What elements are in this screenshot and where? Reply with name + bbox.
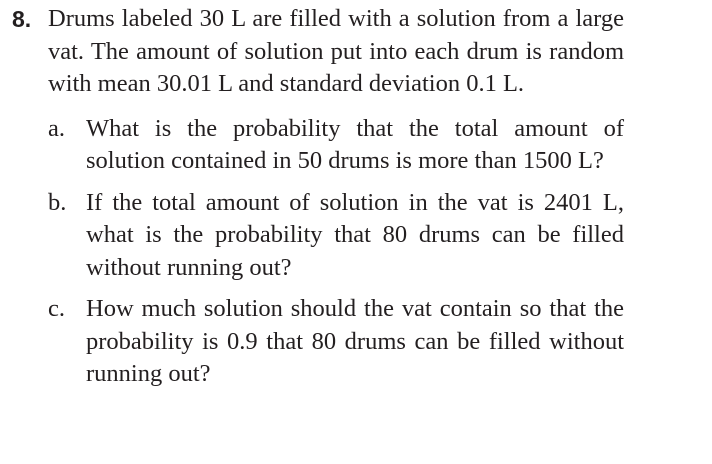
problem-stem [12, 3, 624, 101]
part-a-text: What is the probability that the total amount of solution contained in 50 drums is more than 1500 L? [86, 114, 624, 174]
part-c [12, 293, 624, 391]
part-b [12, 187, 624, 285]
part-c-text: How much solution should the vat contain so that the probability is 0.9 that 80 drums can be filled without running out? [86, 295, 624, 387]
part-c-letter: c. [48, 295, 65, 322]
part-b-text: If the total amount of solution in the vat is 2401 L, what is the probability that 80 drums can be filled without running out? [86, 188, 624, 281]
part-a [12, 113, 624, 178]
problem-parts [12, 113, 624, 391]
problem-8 [12, 3, 624, 391]
problem-stem-text: Drums labeled 30 L are filled with a solution from a large vat. The amount of solution put into each drum is random with mean 30.01 L and standard deviation 0.1 L. [48, 5, 624, 97]
problem-number: 8. [12, 6, 32, 32]
part-b-letter: b. [48, 188, 67, 216]
part-a-letter: a. [48, 114, 65, 142]
